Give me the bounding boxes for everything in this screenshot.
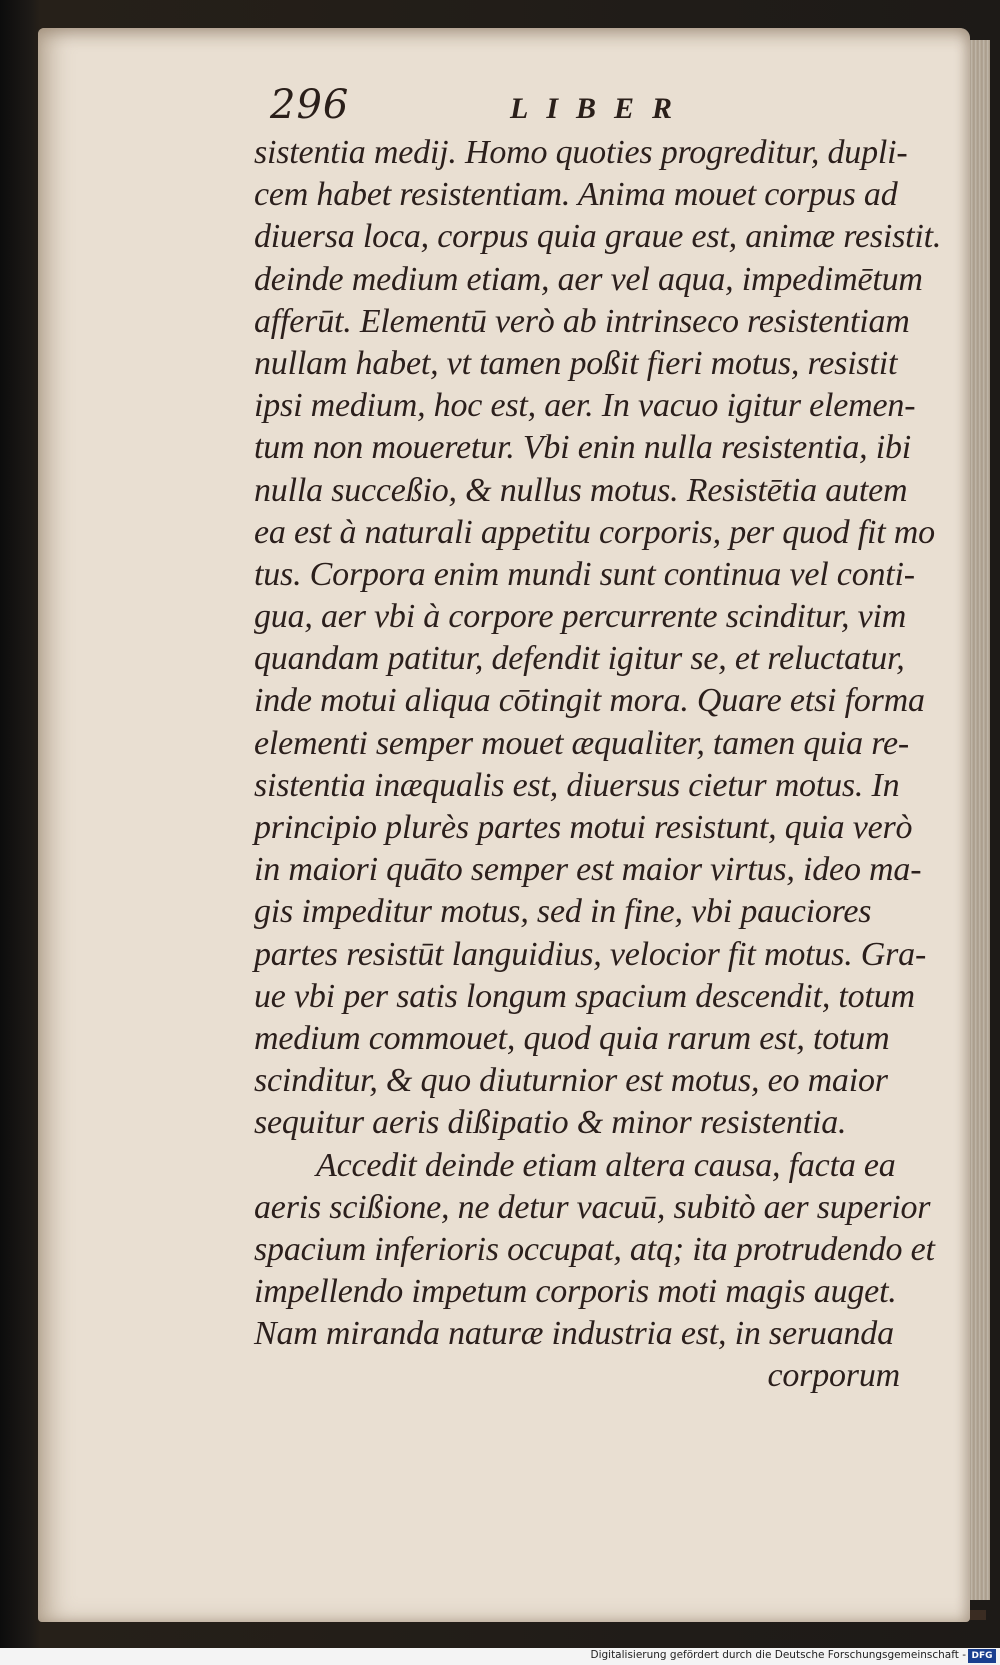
text-line: tum non moueretur. Vbi enin nulla resistentia, ibi: [254, 429, 912, 467]
text-line: diuersa loca, corpus quia graue est, animæ resistit.: [254, 218, 942, 256]
running-head: LIBER: [510, 92, 691, 125]
text-line: scinditur, & quo diuturnior est motus, eo maior: [254, 1062, 888, 1100]
text-line: ipsi medium, hoc est, aer. In vacuo igitur elemen-: [254, 387, 916, 425]
dfg-logo: DFG: [968, 1649, 996, 1663]
paragraph-start-line: Accedit deinde etiam altera causa, facta ea: [316, 1146, 896, 1184]
text-line: sequitur aeris dißipatio & minor resistentia.: [254, 1104, 847, 1142]
text-line: gua, aer vbi à corpore percurrente scinditur, vim: [254, 598, 907, 636]
text-line: spacium inferioris occupat, atq; ita protrudendo et: [254, 1230, 935, 1268]
body-text: [254, 132, 960, 1398]
text-line: tus. Corpora enim mundi sunt continua vel conti-: [254, 555, 915, 593]
text-line: inde motui aliqua cōtingit mora. Quare etsi forma: [254, 682, 925, 720]
text-line: sistentia medij. Homo quoties progreditur, dupli-: [254, 134, 908, 171]
text-line: in maiori quāto semper est maior virtus, ideo ma-: [254, 851, 922, 889]
text-line: medium commouet, quod quia rarum est, totum: [254, 1019, 890, 1057]
text-line: cem habet resistentiam. Anima mouet corpus ad: [254, 176, 898, 214]
text-line: nulla succeßio, & nullus motus. Resistētia autem: [254, 471, 908, 509]
funding-credit: Digitalisierung gefördert durch die Deutsche Forschungsgemeinschaft -: [590, 1649, 966, 1661]
text-line: ue vbi per satis longum spacium descendit, totum: [254, 977, 915, 1015]
text-line: Nam miranda naturæ industria est, in seruanda: [254, 1315, 894, 1353]
page-edges: [968, 40, 990, 1600]
text-line: principio plurès partes motui resistunt, quia verò: [254, 809, 913, 846]
catchword: corporum: [767, 1357, 900, 1395]
text-line: partes resistūt languidius, velocior fit motus. Gra-: [254, 935, 927, 973]
text-line: afferūt. Elementū verò ab intrinseco resistentiam: [254, 302, 910, 340]
text-line: nullam habet, vt tamen poßit fieri motus, resistit: [254, 344, 898, 382]
text-line: aeris scißione, ne detur vacuū, subitò aer superior: [254, 1188, 931, 1226]
text-line: elementi semper mouet æqualiter, tamen quia re-: [254, 724, 910, 762]
page-number: 296: [270, 82, 350, 128]
text-line: sistentia inæqualis est, diuersus cietur motus. In: [254, 766, 900, 804]
text-line: quandam patitur, defendit igitur se, et reluctatur,: [254, 640, 905, 678]
text-line: deinde medium etiam, aer vel aqua, impedimētum: [254, 260, 923, 298]
text-line: impellendo impetum corporis moti magis auget.: [254, 1273, 897, 1311]
text-line: ea est à naturali appetitu corporis, per quod fit mo: [254, 513, 935, 551]
text-line: gis impeditur motus, sed in fine, vbi pauciores: [254, 893, 872, 931]
page-header: [270, 82, 770, 132]
